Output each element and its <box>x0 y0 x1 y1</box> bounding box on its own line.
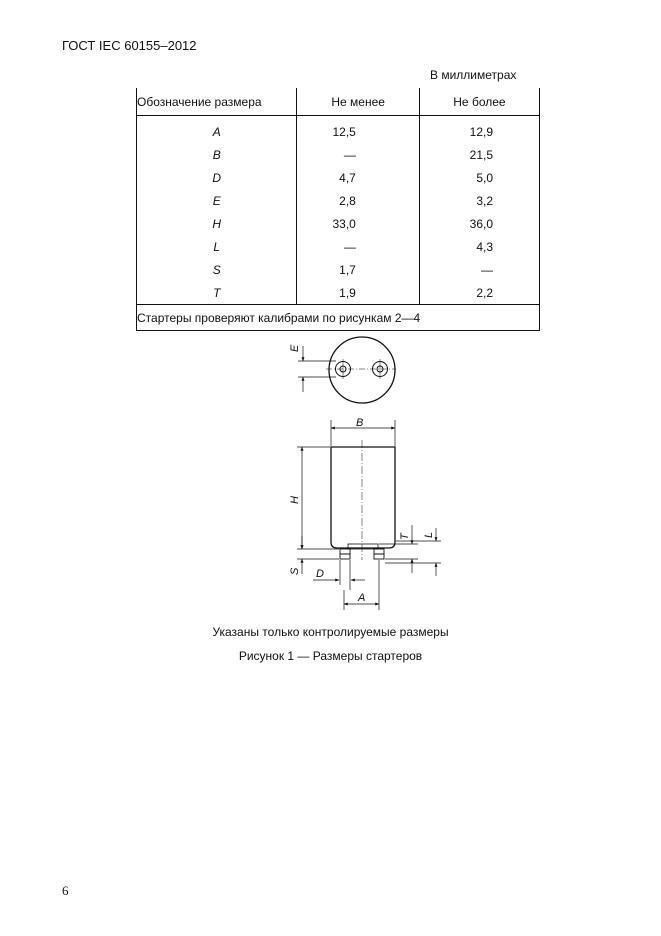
document-header: ГОСТ IEC 60155–2012 <box>62 38 197 53</box>
row-max: — <box>481 262 493 277</box>
row-designation: T <box>137 281 297 305</box>
table-footnote: Стартеры проверяют калибрами по рисункам 2—4 <box>137 305 540 331</box>
dim-label-e: E <box>289 344 301 352</box>
row-designation: H <box>137 212 297 235</box>
row-max: 3,2 <box>476 193 493 208</box>
row-min: 1,7 <box>297 258 419 281</box>
row-designation: A <box>137 116 297 144</box>
row-max: 21,5 <box>469 147 493 162</box>
dim-label-a: A <box>358 592 366 604</box>
row-max: 2,2 <box>476 285 493 300</box>
column-header-designation: Обозначение размера <box>137 88 297 116</box>
row-min: — <box>297 235 419 258</box>
row-designation: L <box>137 235 297 258</box>
dim-label-h: H <box>289 496 301 504</box>
row-designation: S <box>137 258 297 281</box>
row-max: 36,0 <box>469 216 493 231</box>
page-number: 6 <box>62 883 69 898</box>
column-header-min: Не менее <box>297 88 419 116</box>
units-note: В миллиметрах <box>430 68 517 82</box>
row-designation: B <box>137 143 297 166</box>
dim-label-d: D <box>316 568 324 580</box>
dim-label-l: L <box>423 531 435 538</box>
row-designation: D <box>137 166 297 189</box>
row-min: 12,5 <box>297 116 419 144</box>
dim-label-s: S <box>289 567 301 575</box>
row-max: 4,3 <box>476 239 493 254</box>
row-min: 2,8 <box>297 189 419 212</box>
column-header-max: Не более <box>419 88 539 116</box>
top-view <box>298 337 396 403</box>
dim-label-b: B <box>356 417 364 429</box>
row-designation: E <box>137 189 297 212</box>
row-min: 4,7 <box>297 166 419 189</box>
row-min: 1,9 <box>297 281 419 305</box>
figure-note: Указаны только контролируемые размеры <box>212 625 449 639</box>
row-min: 33,0 <box>297 212 419 235</box>
side-view <box>297 420 441 610</box>
row-max: 12,9 <box>469 124 493 139</box>
figure-caption: Рисунок 1 — Размеры стартеров <box>238 649 423 663</box>
dim-label-t: T <box>399 533 411 540</box>
row-min: — <box>297 143 419 166</box>
row-max: 5,0 <box>476 170 493 185</box>
